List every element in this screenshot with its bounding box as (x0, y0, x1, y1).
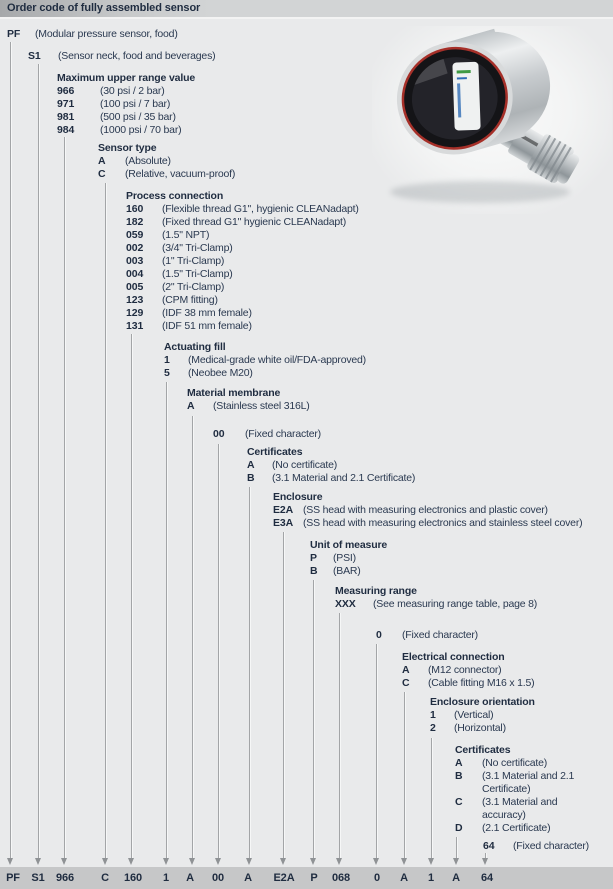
option-code: 131 (126, 320, 144, 332)
section-measuring-range (335, 584, 537, 611)
option-label: (Fixed character) (513, 840, 589, 852)
connector-line (456, 837, 457, 858)
option-code: 966 (57, 85, 75, 97)
option-code: B (247, 472, 255, 484)
result-code: 0 (373, 872, 381, 884)
result-code: A (452, 872, 460, 884)
section-heading: Sensor type (98, 142, 157, 154)
option-code: 182 (126, 216, 144, 228)
option-code: E2A (273, 504, 294, 516)
result-code: A (244, 872, 252, 884)
option-label: (IDF 51 mm female) (162, 320, 252, 332)
section-heading: Maximum upper range value (57, 72, 196, 84)
option-label: (Cable fitting M16 x 1.5) (428, 677, 535, 689)
option-label: (1000 psi / 70 bar) (100, 124, 182, 136)
option-code: A (455, 757, 463, 769)
option-label: (PSI) (333, 552, 356, 564)
connector-line (218, 444, 219, 858)
option-code: 004 (126, 268, 144, 280)
option-label: (1" Tri-Clamp) (162, 255, 225, 267)
section-enclosure (273, 490, 582, 530)
option-code: 005 (126, 281, 144, 293)
option-label: (500 psi / 35 bar) (100, 111, 176, 123)
option-code: A (98, 155, 106, 167)
option-label: (30 psi / 2 bar) (100, 85, 165, 97)
option-code: 00 (213, 428, 225, 440)
section-unit-of-measure (310, 538, 387, 578)
option-code: P (310, 552, 317, 564)
option-label: (Fixed thread G1" hygienic CLEANadapt) (162, 216, 347, 228)
option-label: (SS head with measuring electronics and plastic cover) (303, 504, 548, 516)
option-code: 0 (376, 629, 382, 641)
connector-line (166, 382, 167, 858)
option-code: A (187, 400, 195, 412)
option-label: (See measuring range table, page 8) (373, 598, 538, 610)
option-code: 003 (126, 255, 144, 267)
option-label: (2" Tri-Clamp) (162, 281, 225, 293)
result-code: 160 (123, 872, 143, 884)
section-heading: Process connection (126, 190, 224, 202)
section-heading: Certificates (455, 744, 511, 756)
section-heading: Material membrane (187, 387, 281, 399)
connector-line (431, 738, 432, 858)
option-label: (Stainless steel 316L) (213, 400, 310, 412)
section-enclosure-orientation (430, 695, 535, 735)
option-code: B (455, 770, 463, 782)
option-code: C (402, 677, 410, 689)
section-heading: Unit of measure (310, 539, 388, 551)
result-code: PF (6, 872, 20, 884)
option-label: (2.1 Certificate) (482, 822, 551, 834)
option-code: 64 (483, 840, 495, 852)
option-label: (Neobee M20) (188, 367, 253, 379)
section-header-bar (0, 0, 613, 19)
connector-line (339, 613, 340, 858)
option-code: PF (7, 28, 21, 40)
result-code: A (400, 872, 408, 884)
result-code: C (101, 872, 109, 884)
result-code: E2A (273, 872, 295, 884)
section-material-membrane (187, 386, 310, 413)
option-code: C (455, 796, 463, 808)
result-code: A (186, 872, 194, 884)
section-certificates-1 (247, 445, 415, 485)
option-code: 1 (164, 354, 170, 366)
option-code: 984 (57, 124, 75, 136)
option-label: (No certificate) (272, 459, 338, 471)
option-code: D (455, 822, 463, 834)
option-code: S1 (28, 50, 41, 62)
code-row-fixed-00 (213, 428, 321, 441)
option-code: E3A (273, 517, 294, 529)
option-code: 059 (126, 229, 144, 241)
connector-line (249, 487, 250, 858)
option-code: 002 (126, 242, 144, 254)
connector-line (485, 853, 486, 858)
connector-line (313, 580, 314, 858)
result-code: 068 (331, 872, 351, 884)
option-code: 5 (164, 367, 170, 379)
connector-line (38, 64, 39, 858)
option-label: (Fixed character) (402, 629, 478, 641)
result-code: S1 (31, 872, 45, 884)
option-label: (No certificate) (482, 757, 548, 769)
code-row-fixed-0 (376, 629, 478, 642)
option-label: (1.5" NPT) (162, 229, 210, 241)
option-code: 1 (430, 709, 436, 721)
section-electrical-connection (402, 650, 534, 690)
option-code: C (98, 168, 106, 180)
option-label: (3.1 Material and 2.1 Certificate) (272, 472, 416, 484)
option-code: 160 (126, 203, 144, 215)
section-max-range (57, 71, 195, 137)
connector-line (283, 532, 284, 858)
option-code: A (402, 664, 410, 676)
option-label: (Modular pressure sensor, food) (35, 28, 178, 40)
option-code: 981 (57, 111, 75, 123)
connector-line (10, 42, 11, 858)
connector-line (105, 183, 106, 858)
option-label: (Absolute) (125, 155, 171, 167)
option-label: (1.5" Tri-Clamp) (162, 268, 233, 280)
section-heading: Measuring range (335, 585, 417, 597)
option-label: (3.1 Material and 2.1 Certificate) (482, 770, 575, 795)
section-heading: Actuating fill (164, 341, 226, 353)
connector-line (404, 692, 405, 858)
option-label: (M12 connector) (428, 664, 502, 676)
option-label: (SS head with measuring electronics and stainless steel cover) (303, 517, 583, 529)
section-sensor-type (98, 141, 235, 181)
code-row-pf (7, 28, 178, 41)
code-row-fixed-64 (483, 840, 589, 853)
result-code: 966 (55, 872, 75, 884)
order-code-result-bar (0, 867, 613, 889)
option-code: 123 (126, 294, 144, 306)
result-code: 1 (427, 872, 435, 884)
section-certificates-2 (455, 743, 594, 835)
section-process-connection (126, 189, 359, 333)
option-label: (Relative, vacuum-proof) (125, 168, 236, 180)
option-label: (IDF 38 mm female) (162, 307, 252, 319)
connector-line (192, 416, 193, 858)
option-label: (Fixed character) (245, 428, 321, 440)
option-code: A (247, 459, 255, 471)
option-label: (100 psi / 7 bar) (100, 98, 171, 110)
result-code: P (310, 872, 318, 884)
option-label: (Flexible thread G1", hygienic CLEANadapt) (162, 203, 359, 215)
connector-line (131, 334, 132, 858)
option-label: (3/4" Tri-Clamp) (162, 242, 233, 254)
section-heading: Certificates (247, 446, 303, 458)
result-code: 1 (162, 872, 170, 884)
option-label: (BAR) (333, 565, 361, 577)
option-label: (Sensor neck, food and beverages) (58, 50, 216, 62)
pressure-sensor-photo (372, 26, 612, 214)
result-code: 00 (211, 872, 225, 884)
section-heading: Enclosure orientation (430, 696, 535, 708)
section-heading: Electrical connection (402, 651, 505, 663)
option-label: (Vertical) (454, 709, 494, 721)
section-actuating-fill (164, 340, 366, 380)
option-label: (CPM fitting) (162, 294, 218, 306)
connector-line (376, 644, 377, 858)
option-code: 2 (430, 722, 436, 734)
option-label: (3.1 Material and accuracy) (482, 796, 558, 821)
code-row-s1 (28, 50, 215, 63)
page-title: Order code of fully assembled sensor (7, 2, 201, 14)
product-photo-backdrop (372, 26, 612, 214)
option-code: 971 (57, 98, 75, 110)
option-code: XXX (335, 598, 356, 610)
connector-line (64, 137, 65, 858)
option-label: (Horizontal) (454, 722, 506, 734)
option-label: (Medical-grade white oil/FDA-approved) (188, 354, 366, 366)
section-heading: Enclosure (273, 491, 323, 503)
result-code: 64 (480, 872, 494, 884)
option-code: 129 (126, 307, 144, 319)
option-code: B (310, 565, 318, 577)
